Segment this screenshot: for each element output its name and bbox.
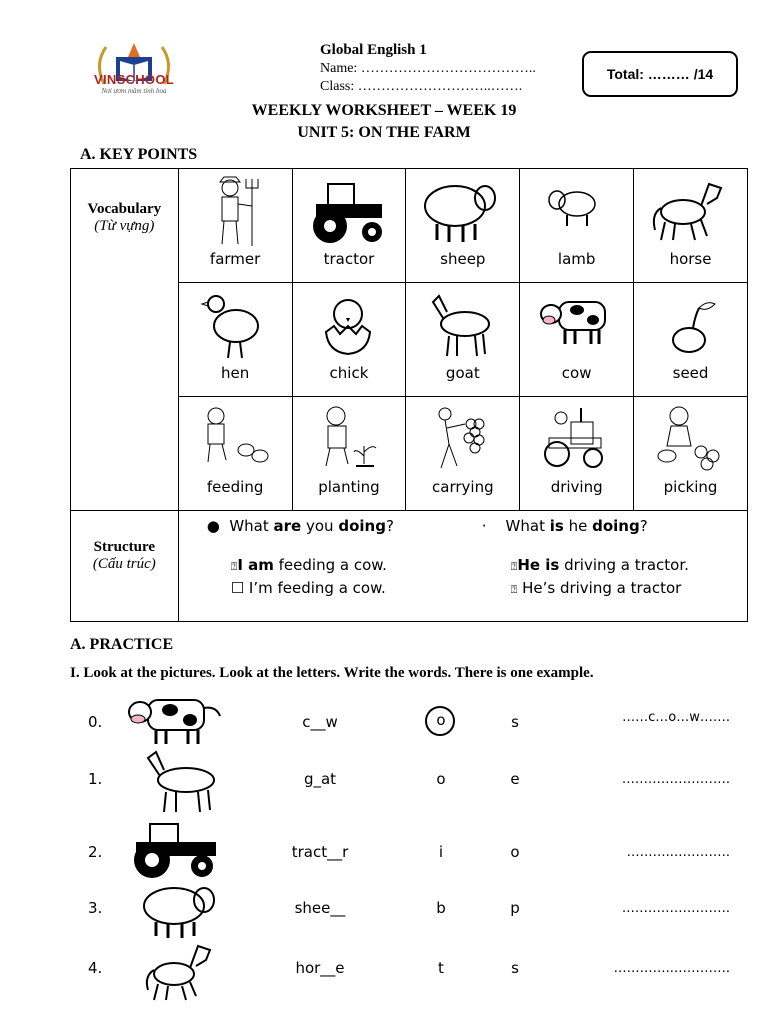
row-letter-1[interactable]: o <box>436 770 446 788</box>
vocab-cell-goat <box>406 283 520 397</box>
row-number: 2. <box>88 843 103 861</box>
vocabulary-label-cell <box>71 169 179 511</box>
vocab-word: chick <box>329 364 369 382</box>
planting-icon <box>308 402 388 477</box>
driving-icon <box>535 402 615 477</box>
farmer-icon <box>194 174 274 249</box>
row-word: hor__e <box>295 959 345 977</box>
feeding-icon <box>194 402 274 477</box>
vocab-cell-hen <box>178 283 292 397</box>
vocab-cell-chick <box>292 283 406 397</box>
vocab-word: farmer <box>209 250 261 268</box>
logo-text: VINSCHOOL <box>94 72 174 87</box>
row-number: 0. <box>88 713 103 731</box>
course-name: Global English 1 <box>320 42 427 58</box>
row-letter-1[interactable]: i <box>438 843 444 861</box>
row-word: shee__ <box>294 899 346 917</box>
vocab-cell-lamb <box>520 169 634 283</box>
structure-label-cell <box>71 511 179 622</box>
arrow-glyph-icon: ⍰ <box>230 560 238 573</box>
row-answer[interactable]: …………..…………. <box>613 961 730 976</box>
class-field[interactable]: Class: ………………………..……. <box>320 79 523 94</box>
structure-cell <box>178 511 747 622</box>
structure-answer-4: ⍰ He’s driving a tractor <box>510 579 682 597</box>
chick-icon <box>308 288 388 363</box>
seed-icon <box>649 288 729 363</box>
row-answer[interactable]: ………..…………. <box>626 845 730 860</box>
vocab-cell-picking <box>634 397 748 511</box>
key-points-table <box>70 168 748 622</box>
row-letter-2[interactable]: p <box>510 899 520 917</box>
vocab-cell-cow <box>520 283 634 397</box>
practice-heading: A. PRACTICE <box>70 636 174 653</box>
vocab-cell-sheep <box>406 169 520 283</box>
carrying-icon <box>421 402 501 477</box>
cow-icon <box>535 288 615 363</box>
cow-icon <box>124 694 224 748</box>
vocab-cell-carrying <box>406 397 520 511</box>
vocab-word: picking <box>663 478 718 496</box>
row-answer[interactable]: ……………………. <box>621 901 730 916</box>
structure-question-1: ● What are you doing? <box>206 517 394 535</box>
horse-icon <box>142 940 218 1004</box>
row-letter-1[interactable]: o <box>436 711 446 729</box>
horse-icon <box>649 174 729 249</box>
total-score-box <box>582 51 738 97</box>
row-answer[interactable]: ……………………. <box>621 772 730 787</box>
vocab-cell-horse <box>634 169 748 283</box>
arrow-glyph-icon: ⍰ <box>510 583 518 596</box>
row-number: 3. <box>88 899 103 917</box>
row-word: tract__r <box>291 843 349 861</box>
key-points-heading: A. KEY POINTS <box>80 146 198 163</box>
vocab-cell-feeding <box>178 397 292 511</box>
goat-icon <box>134 750 224 816</box>
row-letter-2[interactable]: s <box>511 713 519 731</box>
vocabulary-label-vi: (Từ vựng) <box>94 218 155 234</box>
unit-title: UNIT 5: ON THE FARM <box>297 124 471 141</box>
structure-label-vi: (Cấu trúc) <box>92 556 156 572</box>
vocab-word: planting <box>318 478 380 496</box>
vocab-word: tractor <box>323 250 375 268</box>
goat-icon <box>421 288 501 363</box>
vocab-word: horse <box>669 250 712 268</box>
picking-icon <box>649 402 729 477</box>
vocab-word: goat <box>445 364 480 382</box>
vocab-cell-tractor <box>292 169 406 283</box>
worksheet-title: WEEKLY WORKSHEET – WEEK 19 <box>251 102 517 119</box>
exercise-instruction: I. Look at the pictures. Look at the letters. Write the words. There is one example. <box>70 665 594 681</box>
tractor-icon <box>308 174 388 249</box>
bullet-icon: ● <box>206 517 230 535</box>
vocab-word: seed <box>672 364 709 382</box>
total-label: Total: ……… /14 <box>606 66 714 82</box>
name-field[interactable]: Name: ……………………………….. <box>320 61 536 76</box>
small-bullet-icon: · <box>481 517 506 535</box>
tractor-icon <box>126 822 222 880</box>
logo-tagline: Nơi ươm mầm tinh hoa <box>101 87 167 95</box>
row-letter-2[interactable]: e <box>510 770 520 788</box>
row-letter-1[interactable]: t <box>438 959 444 977</box>
row-letter-1[interactable]: b <box>436 899 446 917</box>
row-number: 1. <box>88 770 103 788</box>
structure-answer-3: ☐ I’m feeding a cow. <box>230 579 386 597</box>
vocab-word: cow <box>561 364 592 382</box>
structure-answer-1: ⍰I am feeding a cow. <box>230 556 387 574</box>
vocab-word: lamb <box>557 250 596 268</box>
row-letter-2[interactable]: o <box>510 843 520 861</box>
vocab-word: feeding <box>206 478 264 496</box>
checkbox-icon: ☐ <box>230 579 245 597</box>
arrow-glyph-icon: ⍰ <box>510 560 518 573</box>
vocab-word: hen <box>221 364 250 382</box>
vocab-cell-seed <box>634 283 748 397</box>
vocab-cell-planting <box>292 397 406 511</box>
vocab-cell-driving <box>520 397 634 511</box>
row-word: g_at <box>303 770 337 788</box>
sheep-icon <box>421 174 501 249</box>
structure-answer-2: ⍰He is driving a tractor. <box>510 556 689 574</box>
structure-question-2: · What is he doing? <box>481 517 648 535</box>
vocab-word: sheep <box>440 250 486 268</box>
lamb-icon <box>535 174 615 249</box>
row-answer[interactable]: ……c…o…w……. <box>622 710 730 725</box>
structure-label: Structure <box>93 539 156 555</box>
row-number: 4. <box>88 959 103 977</box>
vocab-word: carrying <box>432 478 494 496</box>
row-word: c__w <box>302 713 338 731</box>
sheep-icon <box>140 880 220 940</box>
vocab-cell-farmer <box>178 169 292 283</box>
vocabulary-label: Vocabulary <box>87 201 162 217</box>
vocab-word: driving <box>550 478 603 496</box>
hen-icon <box>194 288 274 363</box>
row-letter-2[interactable]: s <box>511 959 519 977</box>
